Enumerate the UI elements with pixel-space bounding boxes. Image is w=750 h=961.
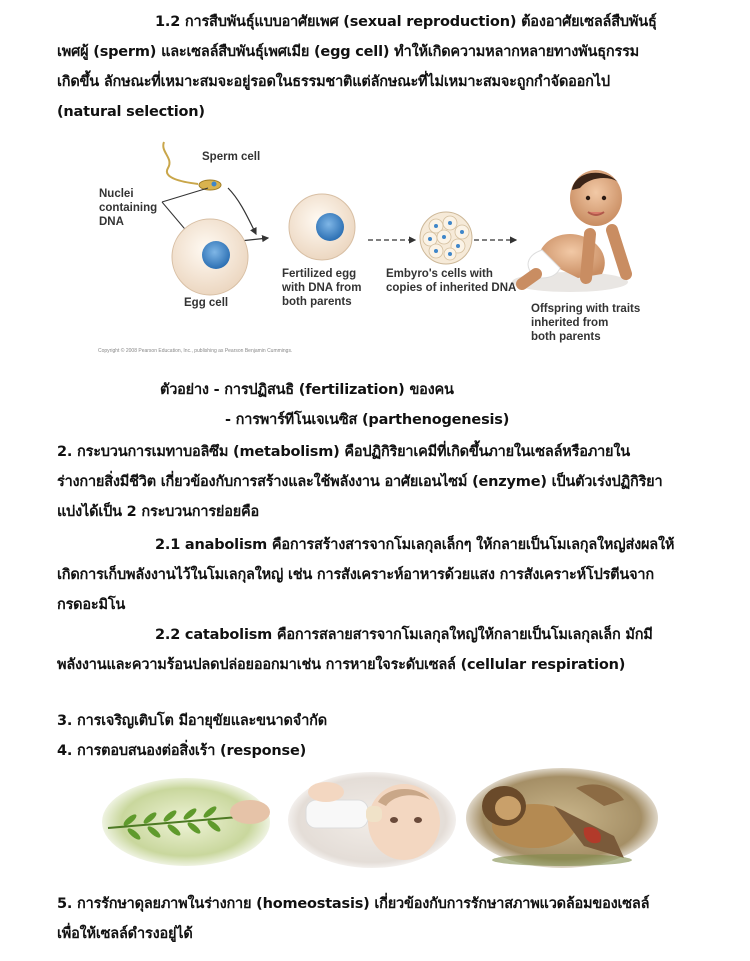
p22-line2: พลังงานและความร้อนปลดปล่อยออกมาเช่น การหายใจระดับเซลล์ (cellular respiration) bbox=[57, 657, 626, 673]
example-line2: - การพาร์ทีโนเจเนซิส (parthenogenesis) bbox=[225, 412, 510, 428]
figure-copyright: Copyright © 2008 Pearson Education, Inc., publishing as Pearson Benjamin Cummings. bbox=[98, 348, 293, 354]
embryo-label-2: copies of inherited DNA bbox=[386, 282, 517, 294]
p21-line2: เกิดการเก็บพลังงานไว้ในโมเลกุลใหญ่ เช่น การสังเคราะห์อาหารด้วยแสง การสังเคราะห์โปรตีนจาก bbox=[57, 567, 654, 583]
p21-line3: กรดอะมิโน bbox=[57, 597, 126, 613]
offspring-label-2: inherited from bbox=[531, 317, 609, 329]
fertilized-egg-label-3: both parents bbox=[282, 296, 352, 308]
embryo-label-1: Embyro's cells with bbox=[386, 268, 493, 280]
p1-line3: เกิดขึ้น ลักษณะที่เหมาะสมจะอยู่รอดในธรรมชาติแต่ลักษณะที่ไม่เหมาะสมจะถูกกำจัดออกไป bbox=[57, 74, 610, 90]
p2-line1: 2. กระบวนการเมทาบอลิซึม (metabolism) คือปฏิกิริยาเคมีที่เกิดขึ้นภายในเซลล์หรือภายใน bbox=[57, 444, 630, 460]
nuclei-label-1: Nuclei bbox=[99, 188, 134, 200]
egg-cell-label: Egg cell bbox=[184, 297, 229, 309]
p3-line: 3. การเจริญเติบโต มีอายุขัยและขนาดจำกัด bbox=[57, 713, 327, 729]
fertilized-egg-label-1: Fertilized egg bbox=[282, 268, 357, 280]
p4-line: 4. การตอบสนองต่อสิ่งเร้า (response) bbox=[57, 743, 307, 759]
fertilized-egg-icon bbox=[289, 194, 355, 260]
baby-bottle-photo bbox=[286, 770, 458, 870]
p1-line2: เพศผู้ (sperm) และเซลล์สืบพันธุ์เพศเมีย (egg cell) ทำให้เกิดความหลากหลายทางพันธุกรรม bbox=[57, 44, 640, 60]
baby-photo bbox=[512, 170, 628, 292]
p1-line4: (natural selection) bbox=[57, 104, 205, 120]
example-line1: ตัวอย่าง - การปฏิสนธิ (fertilization) ของคน bbox=[160, 382, 454, 398]
fertilized-egg-label-2: with DNA from bbox=[282, 282, 362, 294]
p1-line1: 1.2 การสืบพันธุ์แบบอาศัยเพศ (sexual reproduction) ต้องอาศัยเซลล์สืบพันธุ์ bbox=[155, 14, 657, 30]
nuclei-label-2: containing bbox=[99, 202, 158, 214]
mimosa-leaf-photo bbox=[100, 776, 272, 868]
offspring-label-3: both parents bbox=[531, 331, 601, 343]
p5-line1: 5. การรักษาดุลยภาพในร่างกาย (homeostasis) เกี่ยวข้องกับการรักษาสภาพแวดล้อมของเซลล์ bbox=[57, 896, 650, 912]
embryo-icon bbox=[420, 212, 472, 264]
lion-hunt-photo bbox=[464, 766, 660, 870]
sperm-cell-label: Sperm cell bbox=[202, 151, 261, 163]
p5-line2: เพื่อให้เซลล์ดำรงอยู่ได้ bbox=[57, 926, 193, 942]
egg-cell-icon bbox=[172, 219, 248, 295]
reproduction-figure bbox=[90, 138, 670, 360]
p2-line3: แบ่งได้เป็น 2 กระบวนการย่อยคือ bbox=[57, 504, 260, 520]
nuclei-label-3: DNA bbox=[99, 216, 124, 228]
p21-line1: 2.1 anabolism คือการสร้างสารจากโมเลกุลเล็กๆ ให้กลายเป็นโมเลกุลใหญ่ส่งผลให้ bbox=[155, 537, 675, 553]
p22-line1: 2.2 catabolism คือการสลายสารจากโมเลกุลใหญ่ให้กลายเป็นโมเลกุลเล็ก มักมี bbox=[155, 627, 653, 643]
p2-line2: ร่างกายสิ่งมีชีวิต เกี่ยวข้องกับการสร้างและใช้พลังงาน อาศัยเอนไซม์ (enzyme) เป็นตัวเร่งปฏิกิริยา bbox=[57, 474, 663, 490]
offspring-label-1: Offspring with traits bbox=[531, 303, 641, 315]
